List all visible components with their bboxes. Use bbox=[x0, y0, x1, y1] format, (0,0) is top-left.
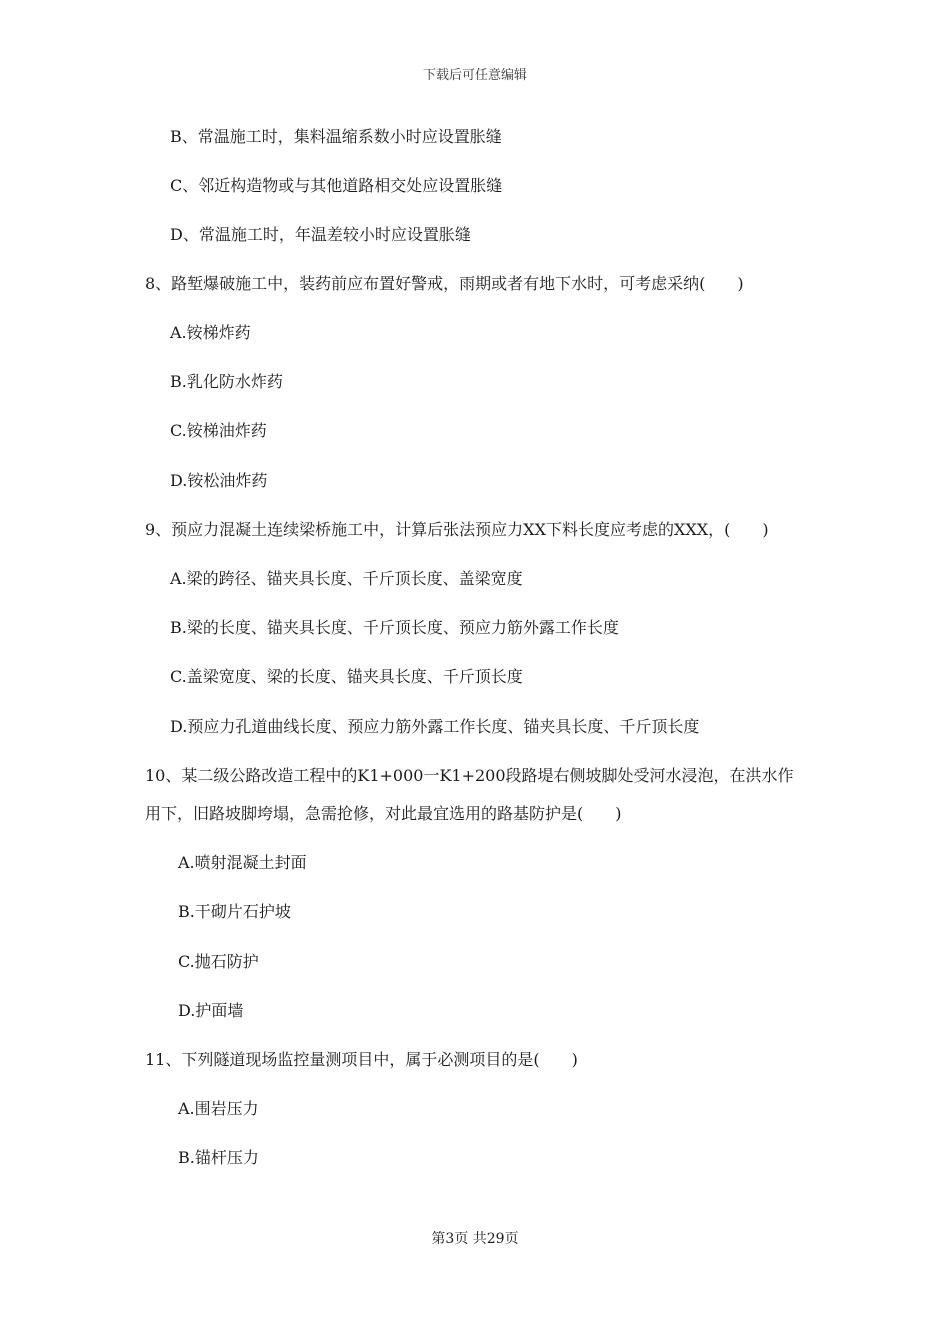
page-header: 下载后可任意编辑 bbox=[422, 68, 527, 83]
option-8d: D.铵松油炸药 bbox=[170, 471, 268, 490]
question-11: 11、下列隧道现场监控量测项目中，属于必测项目的是( ) bbox=[145, 1050, 578, 1069]
option-10d: D.护面墙 bbox=[178, 1001, 244, 1020]
option-9d: D.预应力孔道曲线长度、预应力筋外露工作长度、锚夹具长度、千斤顶长度 bbox=[170, 717, 700, 736]
option-7b: B、常温施工时，集料温缩系数小时应设置胀缝 bbox=[170, 127, 502, 146]
question-10-line2: 用下，旧路坡脚垮塌，急需抢修，对此最宜选用的路基防护是( ) bbox=[145, 804, 622, 823]
option-9c: C.盖梁宽度、梁的长度、锚夹具长度、千斤顶长度 bbox=[170, 667, 523, 686]
question-9: 9、预应力混凝土连续梁桥施工中，计算后张法预应力XX下料长度应考虑的XXX，( ) bbox=[145, 520, 769, 539]
question-8: 8、路堑爆破施工中，装药前应布置好警戒，雨期或者有地下水时，可考虑采纳( ) bbox=[145, 274, 744, 293]
option-10c: C.抛石防护 bbox=[178, 952, 259, 971]
page-footer: 第3页 共29页 bbox=[431, 1231, 519, 1247]
option-8a: A.铵梯炸药 bbox=[170, 323, 251, 342]
option-10b: B.干砌片石护坡 bbox=[178, 902, 291, 921]
option-9a: A.梁的跨径、锚夹具长度、千斤顶长度、盖梁宽度 bbox=[170, 569, 523, 588]
option-11a: A.围岩压力 bbox=[178, 1099, 259, 1118]
option-8c: C.铵梯油炸药 bbox=[170, 421, 267, 440]
option-7d: D、常温施工时，年温差较小时应设置胀缝 bbox=[170, 225, 471, 244]
question-10-line1: 10、某二级公路改造工程中的K1+000一K1+200段路堤右侧坡脚处受河水浸泡，在洪水作 bbox=[145, 766, 794, 785]
option-11b: B.锚杆压力 bbox=[178, 1148, 259, 1167]
option-10a: A.喷射混凝土封面 bbox=[178, 853, 307, 872]
option-7c: C、邻近构造物或与其他道路相交处应设置胀缝 bbox=[170, 176, 503, 195]
option-9b: B.梁的长度、锚夹具长度、千斤顶长度、预应力筋外露工作长度 bbox=[170, 618, 619, 637]
option-8b: B.乳化防水炸药 bbox=[170, 372, 283, 391]
